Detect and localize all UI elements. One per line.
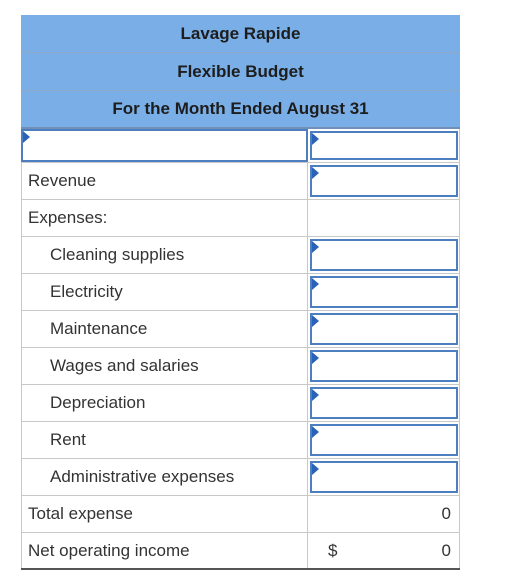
dropdown-flag-icon [312, 463, 319, 475]
rent-row [21, 422, 460, 459]
depreciation-label: Depreciation [21, 385, 308, 421]
cleaning-supplies-row [21, 237, 460, 274]
revenue-label: Revenue [21, 163, 308, 199]
revenue-cell [308, 163, 460, 199]
admin-input[interactable] [310, 461, 458, 493]
depreciation-cell [308, 385, 460, 421]
currency-symbol: $ [328, 540, 338, 560]
report-title: Flexible Budget [21, 53, 460, 91]
company-name: Lavage Rapide [21, 15, 460, 53]
electricity-row [21, 274, 460, 311]
expenses-label: Expenses: [21, 200, 308, 236]
cleaning-supplies-cell [308, 237, 460, 273]
wages-label: Wages and salaries [21, 348, 308, 384]
dropdown-flag-icon [312, 278, 319, 290]
admin-label: Administrative expenses [21, 459, 308, 495]
expenses-header-row [21, 200, 460, 237]
total-expense-label: Total expense [21, 496, 308, 532]
net-operating-income-row [21, 533, 460, 570]
net-operating-income-value: 0 [441, 540, 451, 560]
rent-label: Rent [21, 422, 308, 458]
activity-value-input[interactable] [310, 131, 458, 160]
dropdown-flag-icon [23, 131, 30, 143]
rent-input[interactable] [310, 424, 458, 456]
expenses-empty-cell [308, 200, 460, 236]
wages-row [21, 348, 460, 385]
report-period: For the Month Ended August 31 [21, 91, 460, 129]
flexible-budget-table [21, 15, 460, 570]
total-expense-row [21, 496, 460, 533]
depreciation-input[interactable] [310, 387, 458, 419]
wages-input[interactable] [310, 350, 458, 382]
net-operating-income-cell [308, 533, 460, 568]
dropdown-flag-icon [312, 426, 319, 438]
revenue-row [21, 163, 460, 200]
maintenance-cell [308, 311, 460, 347]
wages-cell [308, 348, 460, 384]
admin-row [21, 459, 460, 496]
revenue-input[interactable] [310, 165, 458, 197]
dropdown-flag-icon [312, 133, 319, 145]
activity-value-cell [308, 129, 460, 162]
net-operating-income-label: Net operating income [21, 533, 308, 568]
rent-cell [308, 422, 460, 458]
dropdown-flag-icon [312, 167, 319, 179]
dropdown-flag-icon [312, 389, 319, 401]
total-expense-value: 0 [441, 504, 451, 523]
total-expense-cell [308, 496, 460, 532]
dropdown-flag-icon [312, 241, 319, 253]
maintenance-input[interactable] [310, 313, 458, 345]
electricity-cell [308, 274, 460, 310]
maintenance-row [21, 311, 460, 348]
activity-row [21, 129, 460, 163]
maintenance-label: Maintenance [21, 311, 308, 347]
depreciation-row [21, 385, 460, 422]
cleaning-supplies-label: Cleaning supplies [21, 237, 308, 273]
dropdown-flag-icon [312, 352, 319, 364]
admin-cell [308, 459, 460, 495]
cleaning-supplies-input[interactable] [310, 239, 458, 271]
electricity-input[interactable] [310, 276, 458, 308]
electricity-label: Electricity [21, 274, 308, 310]
activity-label-input[interactable] [21, 129, 308, 162]
dropdown-flag-icon [312, 315, 319, 327]
